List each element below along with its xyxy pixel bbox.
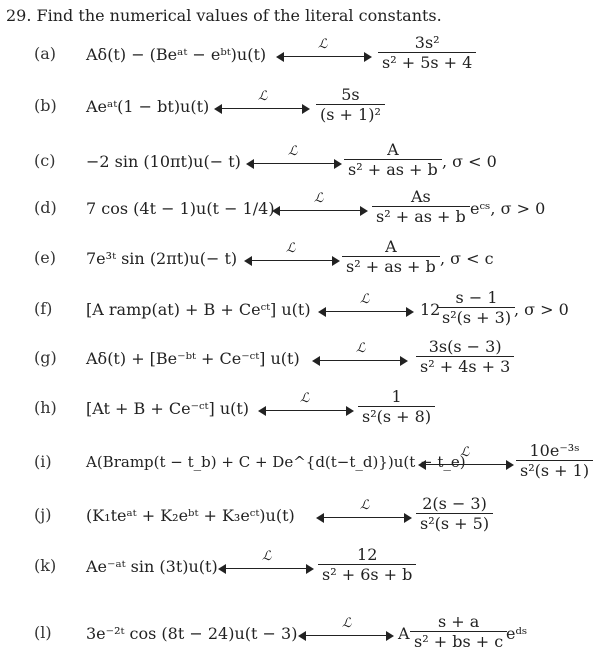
item-h: [0, 387, 605, 432]
item-a: [0, 33, 605, 78]
time-domain-expression: (K₁teᵃᵗ + K₂eᵇᵗ + K₃eᶜᵗ)u(t): [86, 506, 295, 525]
item-label: (g): [34, 348, 57, 367]
denominator: s² + 6s + b: [318, 564, 416, 584]
laplace-fraction: [344, 141, 442, 179]
item-label: (f): [34, 299, 53, 318]
transform-arrow: [276, 52, 372, 62]
laplace-symbol: ℒ: [288, 144, 298, 159]
time-domain-expression: Aδ(t) + [Be⁻ᵇᵗ + Ce⁻ᶜᵗ] u(t): [86, 349, 300, 368]
laplace-symbol: ℒ: [460, 445, 470, 460]
laplace-symbol: ℒ: [360, 498, 370, 513]
denominator: s² + as + b: [372, 206, 470, 226]
numerator: 3s²: [414, 33, 440, 52]
numerator: 12: [357, 545, 378, 564]
leading-coefficient: A: [398, 624, 410, 643]
laplace-symbol: ℒ: [356, 341, 366, 356]
laplace-fraction: [416, 338, 514, 376]
denominator: s² + as + b: [344, 159, 442, 179]
exponential-factor: eᵈˢ: [506, 624, 528, 643]
item-k: [0, 545, 605, 590]
transform-arrow: [246, 159, 342, 169]
item-c: [0, 140, 605, 185]
item-l: [0, 612, 605, 657]
item-label: (j): [34, 505, 52, 524]
numerator: 2(s − 3): [422, 494, 487, 513]
item-label: (b): [34, 96, 57, 115]
laplace-fraction: [358, 388, 435, 426]
time-domain-expression: Aδ(t) − (Beᵃᵗ − eᵇᵗ)u(t): [86, 45, 267, 64]
laplace-fraction: [516, 442, 593, 480]
numerator: 1: [391, 387, 402, 406]
laplace-fraction: [410, 613, 507, 651]
item-j: [0, 494, 605, 539]
denominator: s²(s + 8): [358, 406, 435, 426]
leading-coefficient: 12: [420, 300, 441, 319]
laplace-symbol: ℒ: [258, 89, 268, 104]
item-d: [0, 187, 605, 232]
denominator: (s + 1)²: [316, 104, 385, 124]
item-f: [0, 288, 605, 333]
laplace-symbol: ℒ: [262, 549, 272, 564]
transform-arrow: [244, 256, 340, 266]
laplace-fraction: [318, 546, 416, 584]
transform-arrow: [214, 104, 310, 114]
transform-arrow: [298, 631, 394, 641]
denominator: s²(s + 5): [416, 513, 493, 533]
numerator: A: [385, 237, 397, 256]
transform-arrow: [312, 356, 408, 366]
numerator: s + a: [437, 612, 480, 631]
time-domain-expression: A(Bramp(t − t_b) + C + De^{d(t−t_d)})u(t − t_e): [86, 453, 466, 471]
denominator: s² + as + b: [342, 256, 440, 276]
numerator: 5s: [341, 85, 360, 104]
region-of-convergence: , σ > 0: [514, 300, 569, 319]
denominator: s²(s + 1): [516, 460, 593, 480]
laplace-fraction: [378, 34, 476, 72]
transform-arrow: [218, 564, 314, 574]
region-of-convergence: , σ < 0: [442, 152, 497, 171]
denominator: s² + bs + c: [410, 631, 507, 651]
item-i: [0, 441, 605, 486]
laplace-symbol: ℒ: [318, 37, 328, 52]
time-domain-expression: [At + B + Ce⁻ᶜᵗ] u(t): [86, 399, 250, 418]
time-domain-expression: 3e⁻²ᵗ cos (8t − 24)u(t − 3): [86, 624, 298, 643]
laplace-fraction: [438, 289, 515, 327]
numerator: A: [387, 140, 399, 159]
item-label: (i): [34, 452, 52, 471]
denominator: s² + 4s + 3: [416, 356, 514, 376]
transform-arrow: [318, 307, 414, 317]
item-g: [0, 337, 605, 382]
numerator: s − 1: [455, 288, 498, 307]
item-label: (a): [34, 44, 57, 63]
time-domain-expression: 7 cos (4t − 1)u(t − 1/4): [86, 199, 275, 218]
laplace-fraction: [372, 188, 470, 226]
problem-title: 29. Find the numerical values of the literal constants.: [6, 6, 442, 25]
item-label: (e): [34, 248, 56, 267]
item-label: (l): [34, 623, 52, 642]
time-domain-expression: Aeᵃᵗ(1 − bt)u(t): [86, 97, 210, 116]
time-domain-expression: [A ramp(at) + B + Ceᶜᵗ] u(t): [86, 300, 311, 319]
transform-arrow: [272, 206, 368, 216]
transform-arrow: [418, 460, 514, 470]
laplace-fraction: [342, 238, 440, 276]
denominator: s² + 5s + 4: [378, 52, 476, 72]
transform-arrow: [316, 513, 412, 523]
item-label: (k): [34, 556, 57, 575]
numerator: 3s(s − 3): [428, 337, 502, 356]
laplace-symbol: ℒ: [360, 292, 370, 307]
exponential-factor-and-roc: eᶜˢ, σ > 0: [470, 199, 546, 218]
transform-arrow: [258, 406, 354, 416]
laplace-symbol: ℒ: [300, 391, 310, 406]
time-domain-expression: −2 sin (10πt)u(− t): [86, 152, 241, 171]
item-e: [0, 237, 605, 282]
time-domain-expression: 7e³ᵗ sin (2πt)u(− t): [86, 249, 238, 268]
laplace-symbol: ℒ: [342, 616, 352, 631]
laplace-fraction: [416, 495, 493, 533]
denominator: s²(s + 3): [438, 307, 515, 327]
region-of-convergence: , σ < c: [440, 249, 494, 268]
time-domain-expression: Ae⁻ᵃᵗ sin (3t)u(t): [86, 557, 218, 576]
laplace-fraction: [316, 86, 385, 124]
numerator: As: [411, 187, 431, 206]
item-b: [0, 85, 605, 130]
item-label: (h): [34, 398, 57, 417]
item-label: (c): [34, 151, 56, 170]
laplace-symbol: ℒ: [286, 241, 296, 256]
numerator: 10e⁻³ˢ: [529, 441, 580, 460]
item-label: (d): [34, 198, 57, 217]
laplace-symbol: ℒ: [314, 191, 324, 206]
